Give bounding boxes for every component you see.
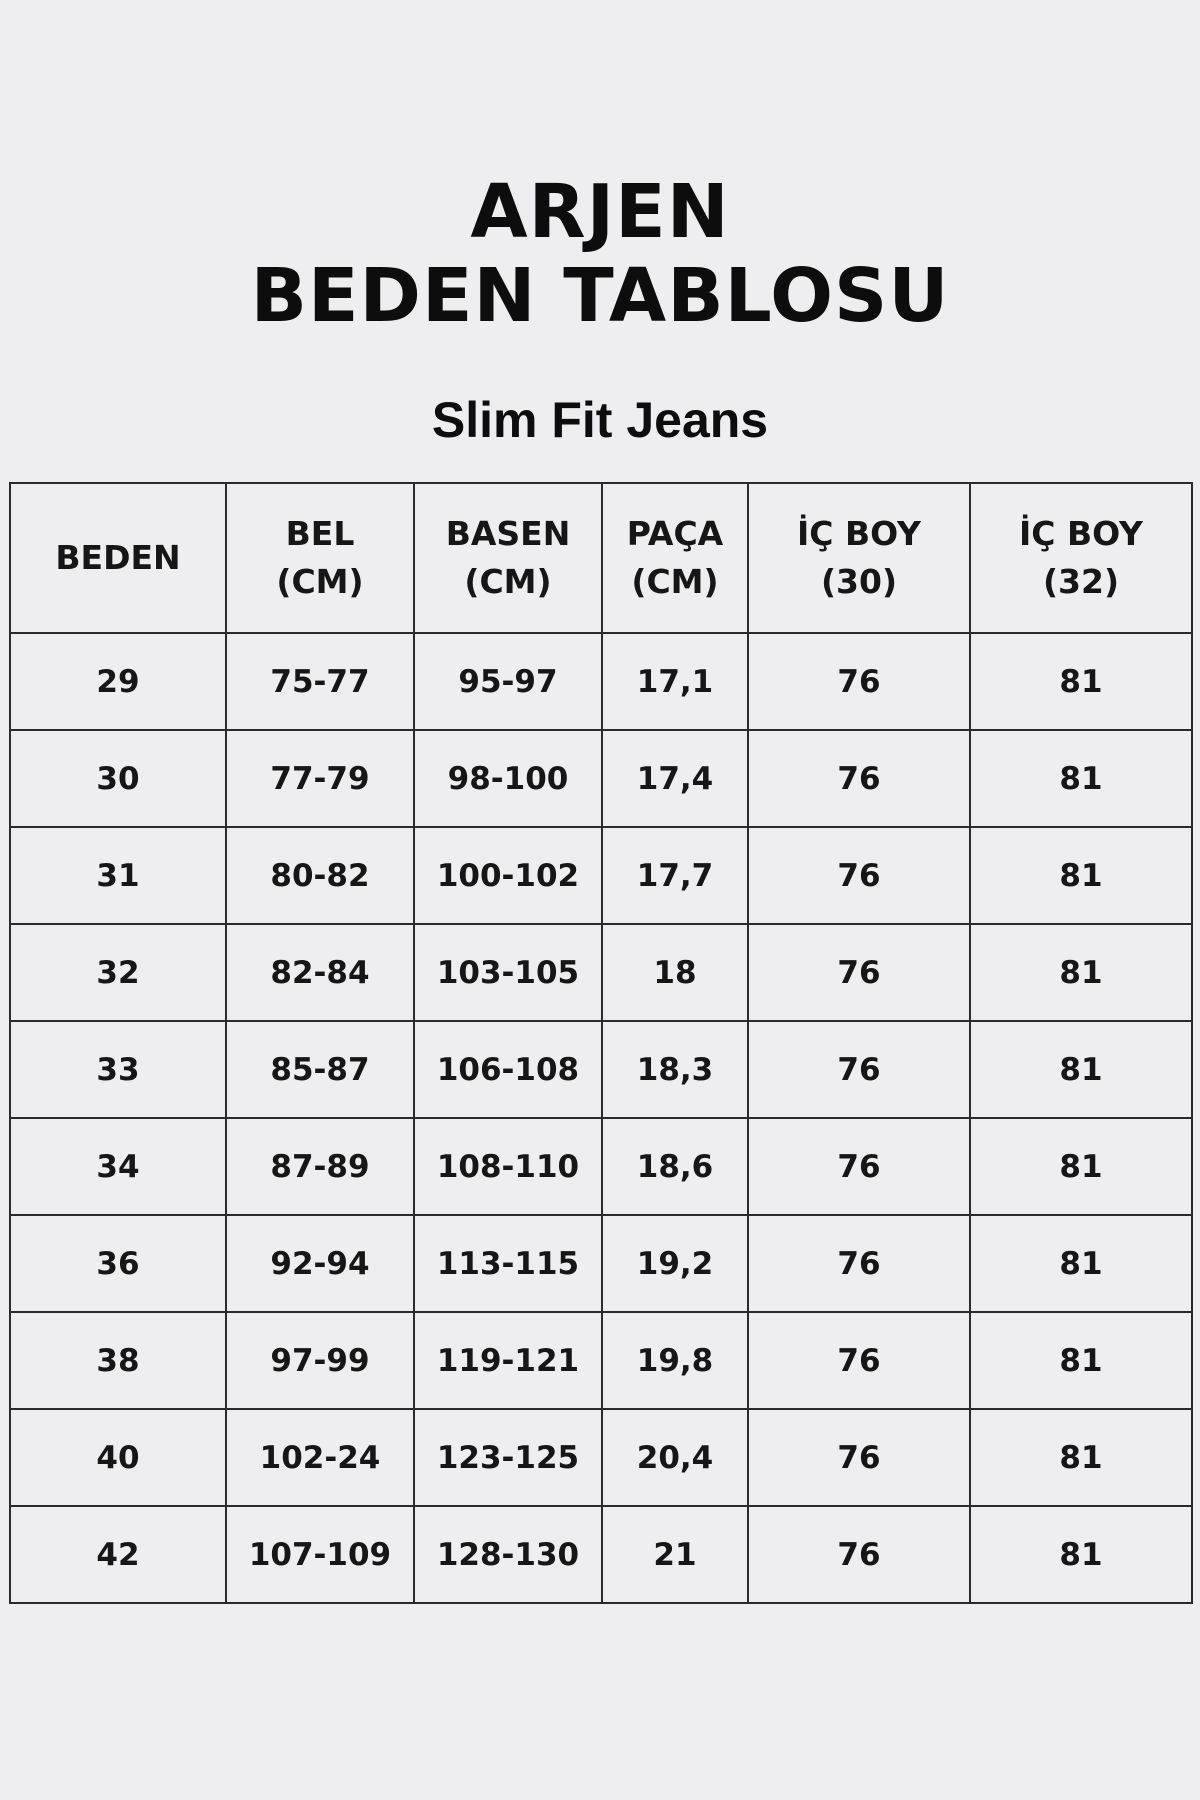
cell-size: 33	[10, 1021, 226, 1118]
cell-inseam-30: 76	[748, 1312, 970, 1409]
column-header-unit: (CM)	[464, 562, 552, 601]
cell-inseam-32: 81	[970, 924, 1192, 1021]
table-row	[10, 1021, 1192, 1118]
cell-inseam-32: 81	[970, 1312, 1192, 1409]
cell-size: 30	[10, 730, 226, 827]
cell-leg-opening: 20,4	[602, 1409, 748, 1506]
table-row	[10, 924, 1192, 1021]
cell-inseam-32: 81	[970, 730, 1192, 827]
cell-waist: 80-82	[226, 827, 414, 924]
cell-inseam-30: 76	[748, 1021, 970, 1118]
cell-inseam-30: 76	[748, 730, 970, 827]
cell-hip: 106-108	[414, 1021, 602, 1118]
cell-waist: 97-99	[226, 1312, 414, 1409]
column-header-inseam-30	[748, 483, 970, 633]
table-body	[10, 633, 1192, 1603]
cell-inseam-32: 81	[970, 1409, 1192, 1506]
table-header-row	[10, 483, 1192, 633]
table-row	[10, 730, 1192, 827]
cell-leg-opening: 19,2	[602, 1215, 748, 1312]
column-header-unit: (30)	[820, 562, 898, 601]
cell-size: 40	[10, 1409, 226, 1506]
title-size-chart: BEDEN TABLOSU	[250, 253, 950, 339]
cell-hip: 113-115	[414, 1215, 602, 1312]
size-chart-table	[9, 482, 1193, 1604]
cell-waist: 102-24	[226, 1409, 414, 1506]
cell-waist: 75-77	[226, 633, 414, 730]
cell-waist: 77-79	[226, 730, 414, 827]
cell-waist: 92-94	[226, 1215, 414, 1312]
table-row	[10, 1409, 1192, 1506]
cell-size: 31	[10, 827, 226, 924]
column-header-label: BEL	[285, 514, 355, 553]
column-header-label: İÇ BOY	[1019, 514, 1143, 553]
cell-inseam-30: 76	[748, 924, 970, 1021]
table-row	[10, 1215, 1192, 1312]
cell-inseam-30: 76	[748, 1409, 970, 1506]
column-header-size	[10, 483, 226, 633]
cell-waist: 82-84	[226, 924, 414, 1021]
cell-hip: 98-100	[414, 730, 602, 827]
cell-leg-opening: 18,3	[602, 1021, 748, 1118]
cell-leg-opening: 21	[602, 1506, 748, 1603]
column-header-label: BASEN	[445, 514, 571, 553]
cell-size: 38	[10, 1312, 226, 1409]
page-title	[0, 170, 1200, 338]
cell-leg-opening: 18	[602, 924, 748, 1021]
column-header-waist	[226, 483, 414, 633]
page-subtitle: Slim Fit Jeans	[431, 392, 769, 448]
cell-inseam-30: 76	[748, 1215, 970, 1312]
column-header-unit: (32)	[1042, 562, 1120, 601]
cell-inseam-32: 81	[970, 827, 1192, 924]
cell-waist: 85-87	[226, 1021, 414, 1118]
cell-inseam-32: 81	[970, 1506, 1192, 1603]
cell-hip: 95-97	[414, 633, 602, 730]
table-row	[10, 1312, 1192, 1409]
cell-leg-opening: 17,4	[602, 730, 748, 827]
column-header-label: BEDEN	[55, 538, 181, 577]
column-header-unit: (CM)	[631, 562, 719, 601]
cell-inseam-30: 76	[748, 1118, 970, 1215]
column-header-label: İÇ BOY	[797, 514, 921, 553]
cell-inseam-30: 76	[748, 827, 970, 924]
cell-hip: 100-102	[414, 827, 602, 924]
cell-size: 34	[10, 1118, 226, 1215]
cell-size: 32	[10, 924, 226, 1021]
cell-waist: 107-109	[226, 1506, 414, 1603]
cell-hip: 119-121	[414, 1312, 602, 1409]
cell-hip: 123-125	[414, 1409, 602, 1506]
cell-inseam-30: 76	[748, 633, 970, 730]
cell-leg-opening: 17,1	[602, 633, 748, 730]
cell-leg-opening: 17,7	[602, 827, 748, 924]
column-header-hip	[414, 483, 602, 633]
cell-inseam-32: 81	[970, 633, 1192, 730]
column-header-leg-opening	[602, 483, 748, 633]
cell-size: 29	[10, 633, 226, 730]
cell-size: 42	[10, 1506, 226, 1603]
table-row	[10, 1506, 1192, 1603]
column-header-inseam-32	[970, 483, 1192, 633]
title-brand: ARJEN	[470, 169, 730, 255]
table-row	[10, 1118, 1192, 1215]
cell-hip: 103-105	[414, 924, 602, 1021]
cell-inseam-32: 81	[970, 1118, 1192, 1215]
cell-waist: 87-89	[226, 1118, 414, 1215]
cell-hip: 128-130	[414, 1506, 602, 1603]
cell-inseam-32: 81	[970, 1215, 1192, 1312]
cell-hip: 108-110	[414, 1118, 602, 1215]
cell-leg-opening: 19,8	[602, 1312, 748, 1409]
cell-inseam-30: 76	[748, 1506, 970, 1603]
table-row	[10, 633, 1192, 730]
cell-size: 36	[10, 1215, 226, 1312]
table-row	[10, 827, 1192, 924]
cell-leg-opening: 18,6	[602, 1118, 748, 1215]
column-header-label: PAÇA	[626, 514, 724, 553]
cell-inseam-32: 81	[970, 1021, 1192, 1118]
column-header-unit: (CM)	[276, 562, 364, 601]
